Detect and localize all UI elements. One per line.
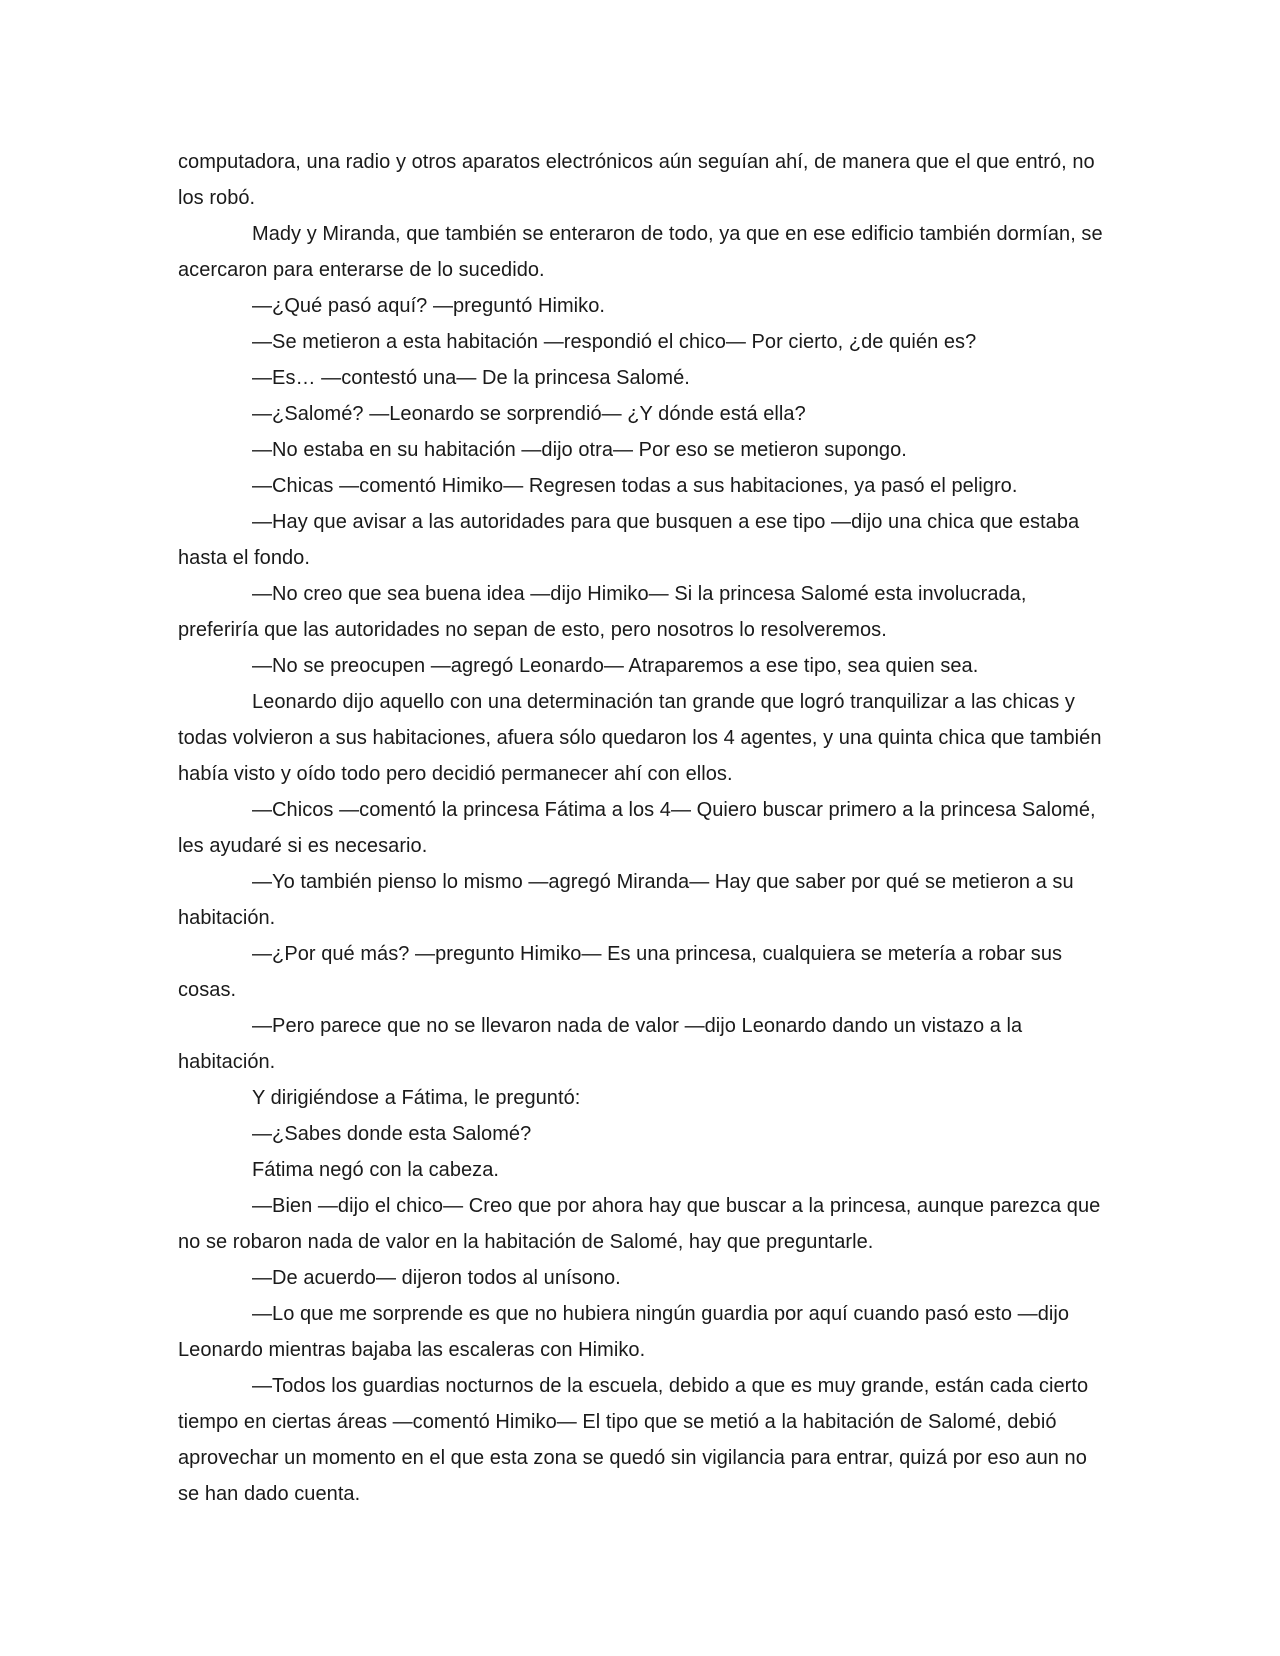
paragraph: Y dirigiéndose a Fátima, le preguntó: [252, 1087, 581, 1109]
paragraph: —¿Qué pasó aquí? —preguntó Himiko. [252, 295, 605, 317]
paragraph: —No estaba en su habitación —dijo otra— Por eso se metieron supongo. [252, 439, 907, 461]
paragraph: —Chicas —comentó Himiko— Regresen todas a sus habitaciones, ya pasó el peligro. [252, 475, 1018, 497]
paragraph: —Pero parece que no se llevaron nada de valor —dijo Leonardo dando un vistazo a la habitación. [178, 1015, 1023, 1073]
paragraph: —Bien —dijo el chico— Creo que por ahora hay que buscar a la princesa, aunque parezca que no se robaron nada de valor en la habitación de Salomé, hay que preguntarle. [178, 1195, 1101, 1253]
paragraph: —¿Salomé? —Leonardo se sorprendió— ¿Y dónde está ella? [252, 403, 806, 425]
paragraph: Fátima negó con la cabeza. [252, 1159, 500, 1181]
paragraph: —Es… —contestó una— De la princesa Salomé. [252, 367, 690, 389]
paragraph: Mady y Miranda, que también se enteraron de todo, ya que en ese edificio también dormían, se acercaron para enterarse de lo sucedido. [178, 223, 1103, 281]
paragraph: —Chicos —comentó la princesa Fátima a los 4— Quiero buscar primero a la princesa Salomé, les ayudaré si es necesario. [178, 799, 1096, 857]
body-text [178, 144, 1104, 1512]
paragraph: Leonardo dijo aquello con una determinación tan grande que logró tranquilizar a las chicas y todas volvieron a sus habitaciones, afuera sólo quedaron los 4 agentes, y una quinta chica que también había visto y oído todo pero decidió permanecer ahí con ellos. [178, 691, 1102, 785]
paragraph: —Lo que me sorprende es que no hubiera ningún guardia por aquí cuando pasó esto —dijo Leonardo mientras bajaba las escaleras con Himiko. [178, 1303, 1070, 1361]
paragraph: —¿Por qué más? —pregunto Himiko— Es una princesa, cualquiera se metería a robar sus cosas. [178, 943, 1063, 1001]
paragraph: —Hay que avisar a las autoridades para que busquen a ese tipo —dijo una chica que estaba hasta el fondo. [178, 511, 1080, 569]
paragraph: —Yo también pienso lo mismo —agregó Miranda— Hay que saber por qué se metieron a su habitación. [178, 871, 1074, 929]
paragraph: —No se preocupen —agregó Leonardo— Atraparemos a ese tipo, sea quien sea. [252, 655, 979, 677]
paragraph: —De acuerdo— dijeron todos al unísono. [252, 1267, 621, 1289]
paragraph: computadora, una radio y otros aparatos electrónicos aún seguían ahí, de manera que el que entró, no los robó. [178, 151, 1095, 209]
paragraph: —No creo que sea buena idea —dijo Himiko— Si la princesa Salomé esta involucrada, preferiría que las autoridades no sepan de esto, pero nosotros lo resolveremos. [178, 583, 1027, 641]
paragraph: —Se metieron a esta habitación —respondió el chico— Por cierto, ¿de quién es? [252, 331, 977, 353]
paragraph: —¿Sabes donde esta Salomé? [252, 1123, 532, 1145]
paragraph: —Todos los guardias nocturnos de la escuela, debido a que es muy grande, están cada cierto tiempo en ciertas áreas —comentó Himiko— El tipo que se metió a la habitación de Salomé, debió aprovechar un momento en el que esta zona se quedó sin vigilancia para entrar, quizá por eso aun no se han dado cuenta. [178, 1375, 1089, 1505]
